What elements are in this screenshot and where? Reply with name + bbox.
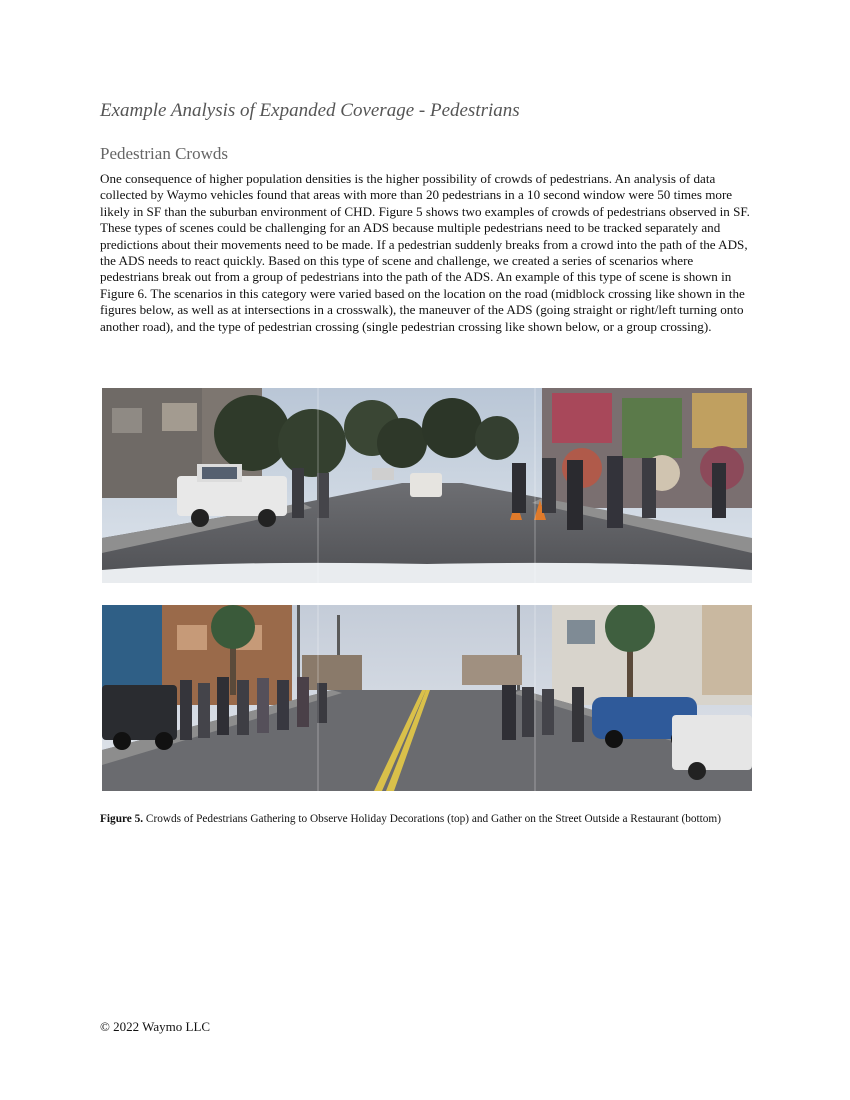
body-paragraph: One consequence of higher population densities is the higher possibility of crowds of pedestrians. An analysis of data collected by Waymo vehicles found that areas with more than 20 pedestrians in a 10 second window were 50 times more likely in SF than the suburban environment of CHD. Figure 5 shows two examples of crowds of pedestrians observed in SF. These types of scenes could be challenging for an ADS because multiple pedestrians need to be tracked separately and predictions about their movements need to be made. If a pedestrian suddenly breaks from a crowd into the path of the ADS, the ADS needs to react quickly. Based on this type of scene and challenge, we created a series of scenarios where pedestrians break out from a group of pedestrians into the path of the ADS. An example of this type of scene is shown in Figure 6. The scenarios in this category were varied based on the location on the road (midblock crossing like shown in the figures below, as well as at intersections in a crosswalk), the maneuver of the ADS (going straight or right/left turning onto another road), and the type of pedestrian crossing (single pedestrian crossing like shown below, or a group crossing). [100,171,750,334]
subsection-title: Pedestrian Crowds [100,144,228,163]
figure-photo-holiday-decorations [102,388,752,583]
figure-caption [100,812,752,827]
figure-caption-text: Crowds of Pedestrians Gathering to Observe Holiday Decorations (top) and Gather on the Street Outside a Restaurant (bottom) [143,813,721,825]
figure-photo-restaurant-street [102,605,752,791]
holiday-decorations-photo [102,388,752,583]
figure-label: Figure 5. [100,813,144,825]
section-title: Example Analysis of Expanded Coverage - Pedestrians [100,100,520,121]
copyright-footer: © 2022 Waymo LLC [100,1019,211,1034]
restaurant-street-photo [102,605,752,791]
